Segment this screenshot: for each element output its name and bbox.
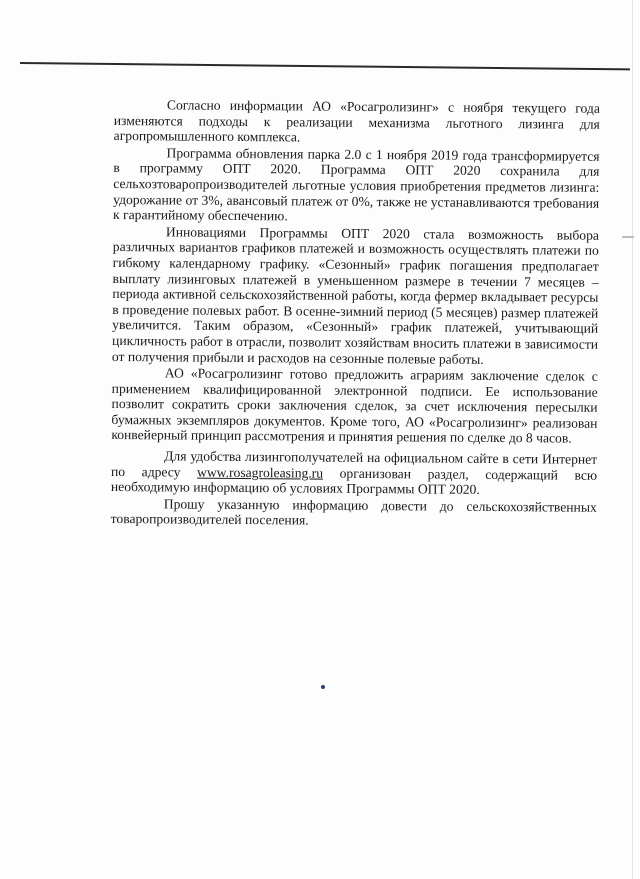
margin-mark	[622, 236, 634, 238]
page-right-edge	[632, 0, 633, 879]
letter-body	[111, 97, 600, 532]
paragraph-closing: Прошу указанную информацию довести до сельскохозяйственных товаропроизводителей поселения.	[110, 496, 597, 528]
page-top-edge	[20, 62, 630, 70]
ink-dot	[321, 685, 325, 689]
paragraph-program: Программа обновления парка 2.0 с 1 ноября 2019 года трансформируется в программу ОПТ 2020. Программа ОПТ 2020 сохранила для сельхозтоваропроизводителей льготные условия приобретения предметов лизинга: удорожание от 3%, авансовый платеж от 0%, также не устанавливаются требования к гарантийному обеспечению.	[113, 145, 600, 224]
paragraph-innovations: Инновациями Программы ОПТ 2020 стала возможность выбора различных вариантов графиков платежей и возможность осуществлять платежи по гибкому календарному графику. «Сезонный» график погашения предполагает выплату лизинговых платежей в уменьшенном размере в течении 7 месяцев – периода активной сельскохозяйственной работы, когда фермер вкладывает ресурсы в проведение полевых работ. В осенне-зимний период (5 месяцев) размер платежей увеличится. Таким образом, «Сезонный» график платежей, учитывающий цикличность работ в отрасли, позволит хозяйствам вносить платежи в зависимости от получения прибыли и расходов на сезонные полевые работы.	[111, 224, 599, 367]
paragraph-intro: Согласно информации АО «Росагролизинг» с ноября текущего года изменяются подходы к реализации механизма льготного лизинга для агропромышленного комплекса.	[113, 97, 600, 145]
website-text-after: организован раздел, содержащий всю необходимую информацию об условиях Программы ОПТ 2020.	[110, 465, 598, 498]
paragraph-website	[111, 448, 597, 499]
paragraph-e-signature: АО «Росагролизинг готово предложить аграриям заключение сделок с применением квалифицированной электронной подписи. Ее использование позволит сократить сроки заключения сделок, за счет исключения пересылки бумажных экземпляров документов. Кроме того, АО «Росагролизинг» реализован конвейерный принцип рассмотрения и принятия решения по сделке до 8 часов.	[111, 365, 598, 447]
website-text-before: Для удобства лизингополучателей на официальном сайте в сети Интернет по адресу	[111, 448, 598, 480]
website-link[interactable]: www.rosagroleasing.ru	[197, 464, 324, 481]
